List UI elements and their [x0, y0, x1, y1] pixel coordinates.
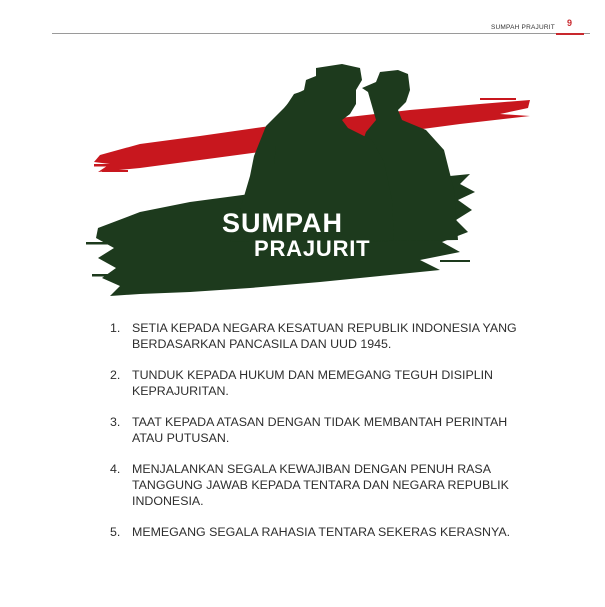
page-number: 9 — [567, 18, 573, 28]
oath-item — [110, 320, 530, 352]
oath-number: 5. — [110, 525, 121, 539]
sumpah-prajurit-emblem — [80, 60, 540, 300]
header-title: SUMPAH PRAJURIT — [491, 24, 555, 31]
page-number-accent — [556, 33, 584, 35]
oath-text: MEMEGANG SEGALA RAHASIA TENTARA SEKERAS KERASNYA. — [132, 525, 511, 539]
oath-number: 3. — [110, 415, 121, 429]
oath-item — [110, 367, 530, 399]
oath-text: TUNDUK KEPADA HUKUM DAN MEMEGANG TEGUH DISIPLIN KEPRAJURITAN. — [132, 368, 493, 398]
oath-item — [110, 461, 530, 509]
oath-number: 4. — [110, 462, 121, 476]
oath-item — [110, 414, 530, 446]
header-rule — [52, 33, 590, 34]
oath-text: SETIA KEPADA NEGARA KESATUAN REPUBLIK INDONESIA YANG BERDASARKAN PANCASILA DAN UUD 1945. — [132, 321, 517, 351]
oath-text: TAAT KEPADA ATASAN DENGAN TIDAK MEMBANTAH PERINTAH ATAU PUTUSAN. — [132, 415, 508, 445]
oath-number: 1. — [110, 321, 121, 335]
oath-number: 2. — [110, 368, 121, 382]
emblem-title-line2: PRAJURIT — [254, 236, 371, 261]
oath-text: MENJALANKAN SEGALA KEWAJIBAN DENGAN PENUH RASA TANGGUNG JAWAB KEPADA TENTARA DAN NEGARA REPUBLIK INDONESIA. — [132, 462, 509, 508]
oath-list — [110, 320, 530, 555]
emblem-title-line1: SUMPAH — [222, 208, 344, 238]
oath-item — [110, 524, 530, 540]
